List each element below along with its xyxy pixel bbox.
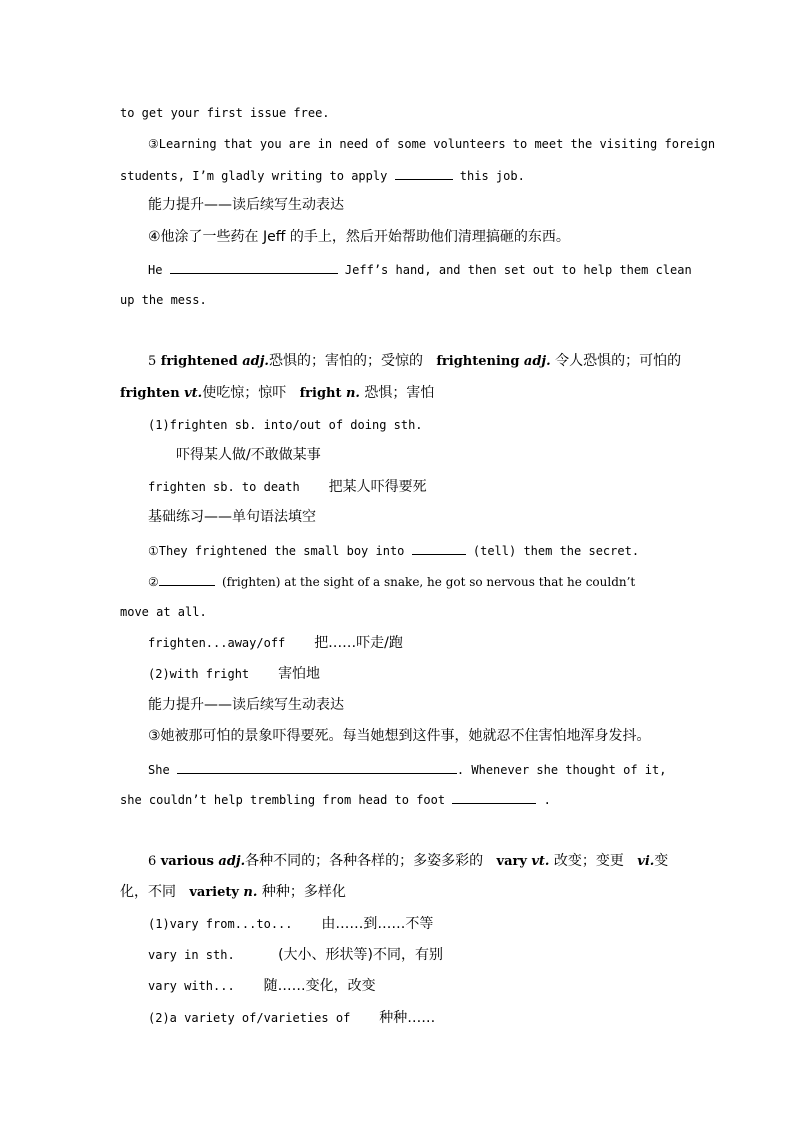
headword: various [160, 854, 214, 869]
fill-blank[interactable] [170, 261, 338, 274]
meaning: 使吃惊；惊吓 [202, 385, 287, 401]
vocab-entry [120, 385, 680, 402]
section-heading [148, 197, 708, 213]
text: 由……到……不等 [321, 916, 434, 932]
text: (tell) them the secret. [472, 544, 640, 558]
part-of-speech: n. [345, 386, 360, 401]
headword: vary [496, 854, 527, 869]
meaning: 令人恐惧的；可怕的 [555, 353, 682, 369]
fill-blank[interactable] [412, 542, 466, 555]
text: 吓得某人做/不敢做某事 [176, 447, 321, 463]
part-of-speech: n. [243, 885, 258, 900]
section-heading [148, 509, 708, 525]
vocab-entry [148, 853, 708, 870]
text: frighten sb. to death [148, 480, 300, 494]
entry-number: 6 [148, 854, 157, 869]
text: ①They frightened the small boy into [148, 544, 405, 558]
text-line [148, 542, 708, 559]
text: She [148, 763, 170, 777]
part-of-speech: adj. [242, 354, 269, 369]
entry-number: 5 [148, 354, 157, 369]
text: vary with... [148, 979, 235, 993]
text-line [148, 261, 708, 278]
meaning: 化，不同 [120, 884, 176, 900]
text-line [148, 136, 716, 152]
text: frighten...away/off [148, 636, 286, 650]
meaning: 改变；变更 [553, 853, 624, 869]
text-line [120, 167, 680, 184]
text-line [148, 666, 708, 682]
text: ② [148, 575, 159, 589]
text: 基础练习——单句语法填空 [148, 509, 316, 525]
text: 能力提升——读后续写生动表达 [148, 697, 344, 713]
text: 随……变化，改变 [263, 978, 376, 994]
headword: fright [299, 386, 342, 401]
text: 能力提升——读后续写生动表达 [148, 197, 344, 213]
headword: variety [189, 885, 239, 900]
text: move at all. [120, 605, 207, 619]
text: (1)frighten sb. into/out of doing sth. [148, 418, 423, 432]
fill-blank[interactable] [159, 573, 215, 586]
text: . [543, 793, 551, 807]
text: she couldn’t help trembling from head to foot [120, 793, 446, 807]
text: (2)a variety of/varieties of [148, 1011, 351, 1025]
part-of-speech: adj. [523, 354, 551, 369]
meaning: 恐惧；害怕 [364, 385, 435, 401]
text-line [148, 573, 708, 590]
meaning: 各种不同的；各种各样的；多姿多彩的 [245, 853, 484, 869]
text-line [120, 105, 680, 121]
text: . Whenever she thought of it, [456, 763, 667, 777]
meaning: 恐惧的；害怕的；受惊的 [268, 353, 423, 369]
text: ③Learning that you are in need of some volunteers to meet the visiting foreign [148, 137, 716, 151]
text-line [148, 978, 708, 994]
section-heading [148, 697, 708, 713]
text-line [176, 447, 736, 463]
exercise-prompt [148, 229, 708, 245]
vocab-entry [120, 884, 680, 901]
part-of-speech: vt. [184, 386, 203, 401]
meaning: 变 [654, 853, 669, 869]
exercise-prompt [148, 728, 708, 744]
text: 种种…… [379, 1010, 436, 1026]
text: (1)vary from...to... [148, 917, 293, 931]
text: 把某人吓得要死 [328, 479, 427, 495]
text: 把……吓走/跑 [314, 635, 403, 651]
text-line [120, 791, 680, 808]
text: ④他涂了一些药在 Jeff 的手上，然后开始帮助他们清理搞砸的东西。 [148, 229, 570, 245]
text-line [148, 1010, 708, 1026]
text: to get your first issue free. [120, 106, 330, 120]
text-line [148, 916, 708, 932]
text: (2)with fright [148, 667, 250, 681]
text: students, I’m gladly writing to apply [120, 169, 388, 183]
text-line [148, 479, 708, 495]
text: ③她被那可怕的景象吓得要死。每当她想到这件事，她就忍不住害怕地浑身发抖。 [148, 728, 651, 744]
meaning: 种种；多样化 [261, 884, 346, 900]
text: this job. [459, 169, 525, 183]
headword: frightening [436, 354, 520, 369]
headword: frightened [160, 354, 238, 369]
vocab-entry [148, 353, 708, 370]
text-line [148, 947, 708, 963]
fill-blank[interactable] [177, 761, 457, 774]
text: (大小、形状等)不同，有别 [278, 947, 443, 963]
text: (frighten) at the sight of a snake, he got so nervous that he couldn’t [222, 575, 636, 589]
text-line [120, 292, 680, 308]
text-line [148, 417, 708, 433]
text: vary in sth. [148, 948, 235, 962]
part-of-speech: adj. [218, 854, 246, 869]
part-of-speech: vi. [637, 854, 655, 869]
headword: frighten [120, 386, 180, 401]
text: up the mess. [120, 293, 207, 307]
text: 害怕地 [278, 666, 321, 682]
text: Jeff’s hand, and then set out to help them clean [344, 263, 692, 277]
text-line [148, 635, 708, 651]
part-of-speech: vt. [531, 854, 550, 869]
text-line [148, 761, 708, 778]
fill-blank[interactable] [395, 167, 453, 180]
fill-blank[interactable] [452, 791, 536, 804]
text-line [120, 604, 680, 620]
text: He [148, 263, 163, 277]
